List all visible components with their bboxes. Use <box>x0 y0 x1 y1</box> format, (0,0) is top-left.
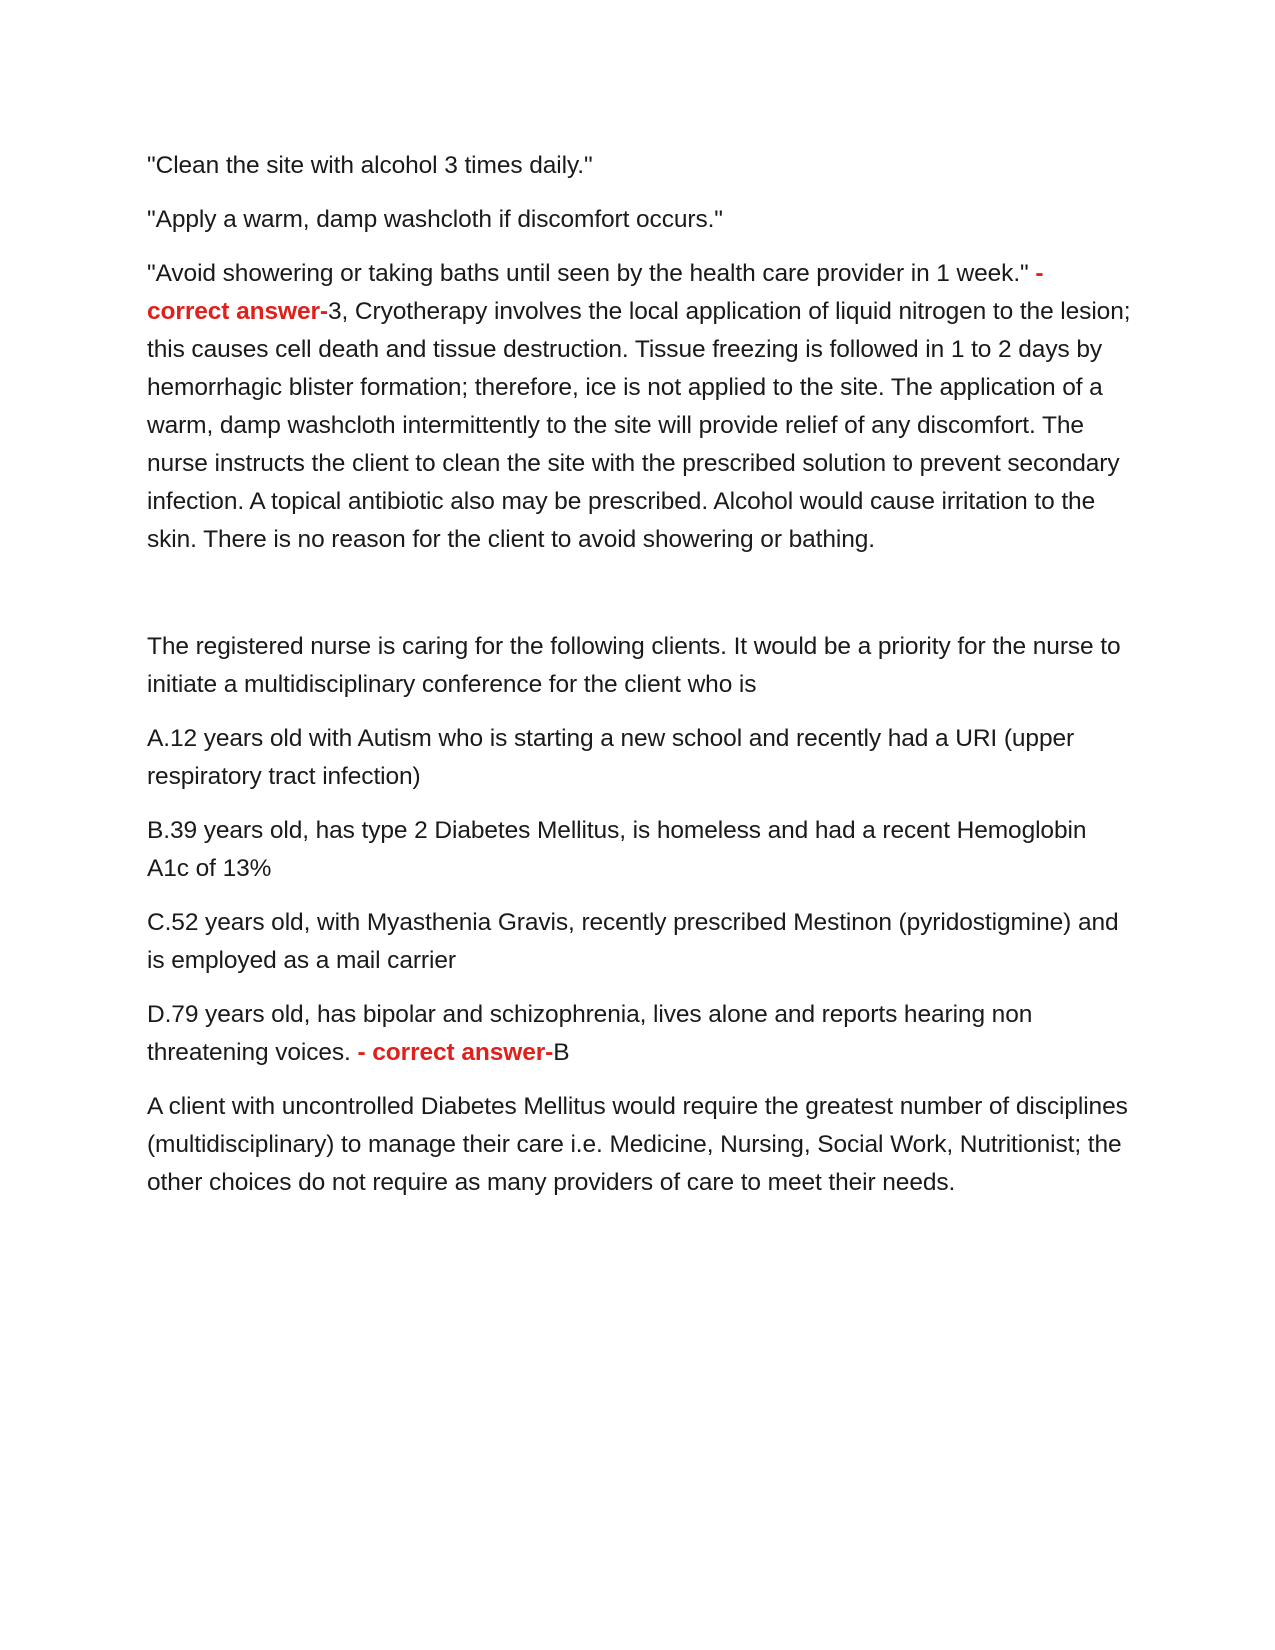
document-page <box>147 147 1132 1202</box>
q1-option-clean: "Clean the site with alcohol 3 times daily." <box>147 152 593 179</box>
q2-stem: The registered nurse is caring for the following clients. It would be a priority for the nurse to initiate a multidisciplinary conference for the client who is <box>147 633 1121 698</box>
q2-option-b: B.39 years old, has type 2 Diabetes Mellitus, is homeless and had a recent Hemoglobin A1c of 13% <box>147 817 1087 882</box>
q1-correct-answer-marker: - correct answer- <box>147 260 1044 325</box>
q1-option-apply: "Apply a warm, damp washcloth if discomfort occurs." <box>147 206 723 233</box>
q1-rationale: 3, Cryotherapy involves the local application of liquid nitrogen to the lesion; this causes cell death and tissue destruction. Tissue freezing is followed in 1 to 2 days by hemorrhagic blister formation; therefore, ice is not applied to the site. The application of a warm, damp washcloth intermittently to the site will provide relief of any discomfort. The nurse instructs the client to clean the site with the prescribed solution to prevent secondary infection. A topical antibiotic also may be prescribed. Alcohol would cause irritation to the skin. There is no reason for the client to avoid showering or bathing. <box>147 298 1131 553</box>
q1-option-avoid-with-answer <box>147 255 1132 559</box>
q2-option-d: D.79 years old, has bipolar and schizophrenia, lives alone and reports hearing non threatening voices. <box>147 1001 1033 1066</box>
q2-correct-answer-marker: - correct answer- <box>350 1039 554 1066</box>
q2-option-d-with-answer <box>147 996 1132 1072</box>
q2-option-a: A.12 years old with Autism who is starting a new school and recently had a URI (upper respiratory tract infection) <box>147 725 1075 790</box>
q2-option-c: C.52 years old, with Myasthenia Gravis, recently prescribed Mestinon (pyridostigmine) and is employed as a mail carrier <box>147 909 1119 974</box>
q2-rationale: A client with uncontrolled Diabetes Mellitus would require the greatest number of disciplines (multidisciplinary) to manage their care i.e. Medicine, Nursing, Social Work, Nutritionist; the other choices do not require as many providers of care to meet their needs. <box>147 1093 1128 1196</box>
q2-answer: B <box>553 1039 570 1066</box>
q1-option-avoid: "Avoid showering or taking baths until seen by the health care provider in 1 week." <box>147 260 1029 287</box>
